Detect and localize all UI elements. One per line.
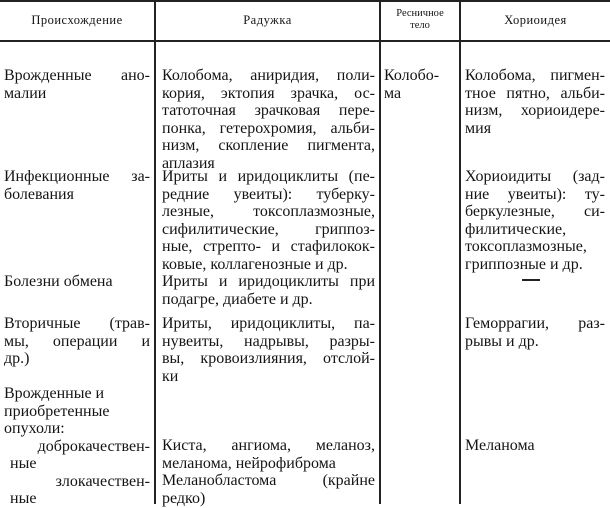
text-line: Колобома, аниридия, поли- [162, 67, 375, 84]
text-line: ма [384, 84, 402, 102]
text-line: приобретенные [4, 402, 110, 420]
text-line: токсоплазмозные, [465, 238, 587, 255]
text-line: понка, гетерохромия, альби- [162, 119, 375, 137]
header-ciliary-body [381, 0, 459, 40]
secondary-origin [4, 315, 150, 368]
column-divider-1 [154, 0, 156, 504]
text-line: низм, скопление пигмента, [162, 137, 375, 154]
text-line: гриппозные и др. [465, 255, 583, 273]
text-line: ные, стрепто- и стафилокок- [162, 238, 375, 255]
column-divider-3 [459, 0, 461, 504]
text-line: болевания [4, 185, 74, 203]
text-line: Колобома, пигмен- [465, 67, 605, 84]
header-iris: Радужка [243, 12, 292, 27]
text-line: Меланома [465, 437, 535, 454]
secondary-iris [162, 315, 375, 385]
text-line: Колобо- [384, 67, 440, 84]
header-choroid: Хориоидея [504, 12, 567, 27]
text-line: меланома, нейрофиброма [162, 454, 336, 472]
secondary-choroid [465, 315, 605, 350]
text-line: ковые, коллагенозные и др. [162, 255, 348, 273]
text-line: низм, хориоидере- [465, 102, 605, 119]
metabolic-iris [162, 273, 375, 308]
text-line: Геморрагии, раз- [465, 315, 605, 332]
column-divider-2 [379, 0, 381, 504]
text-line: нувеиты, надрывы, разры- [162, 332, 375, 350]
text-line: редние увеиты): туберку- [162, 185, 375, 203]
text-line: Ириты и иридоциклиты при [162, 273, 375, 290]
text-line: др.) [4, 350, 30, 367]
text-line: вы, кровоизлияния, отслой- [162, 350, 375, 367]
header-ciliary-line-2: тело [410, 20, 430, 31]
congenital-origin [4, 67, 150, 102]
text-line: ные [10, 455, 37, 472]
text-line: подагре, диабете и др. [162, 290, 313, 308]
congenital-iris [162, 67, 375, 172]
text-line: Ириты и иридоциклиты (пе- [162, 168, 375, 185]
header-ciliary-line-1: Ресничное [396, 8, 444, 19]
text-line: Болезни обмена [4, 273, 113, 290]
congenital-ciliary [384, 67, 458, 102]
text-line: сифилитические, гриппоз- [162, 220, 375, 238]
text-line: злокачествен- [55, 472, 150, 490]
text-line: беркулезные, си- [465, 203, 605, 220]
tumors-choroid [465, 437, 605, 455]
text-line: малии [4, 84, 47, 102]
header-origin: Происхождение [31, 12, 123, 27]
text-line: опухоли: [4, 420, 65, 437]
text-line: редко) [162, 489, 206, 507]
empty-cell-dash [522, 279, 540, 281]
text-line: Меланобластома (крайне [162, 472, 375, 489]
text-line: Вторичные (трав- [4, 315, 150, 332]
text-line: Киста, ангиома, меланоз, [162, 437, 375, 454]
text-line: лезные, токсоплазмозные, [162, 203, 375, 220]
text-line: тное пятно, альби- [465, 84, 605, 102]
tumors-iris [162, 437, 375, 507]
header-bottom-rule [0, 40, 610, 42]
text-line: мы, операции и [4, 332, 150, 350]
text-line: Ириты, иридоциклиты, па- [162, 315, 375, 332]
text-line: филитические, [465, 220, 567, 238]
text-line: Врожденные и [4, 385, 105, 402]
text-line: ные [10, 490, 37, 507]
text-line: Врожденные ано- [4, 67, 150, 84]
text-line: Хориоидиты (зад- [465, 168, 605, 185]
text-line: татоточная зрачковая пере- [162, 102, 375, 119]
text-line: доброкачествен- [37, 437, 150, 455]
text-line: ние увеиты): ту- [465, 185, 605, 203]
text-line: ки [162, 367, 179, 385]
metabolic-origin [4, 273, 150, 291]
text-line: аплазия [162, 154, 215, 172]
tumors-origin [4, 385, 150, 508]
congenital-choroid [465, 67, 605, 137]
infectious-choroid [465, 168, 605, 273]
text-line: рывы и др. [465, 332, 539, 350]
text-line: кория, эктопия зрачка, ос- [162, 84, 375, 102]
infectious-origin [4, 168, 150, 203]
infectious-iris [162, 168, 375, 273]
text-line: Инфекционные за- [4, 168, 150, 185]
text-line: мия [465, 119, 492, 137]
